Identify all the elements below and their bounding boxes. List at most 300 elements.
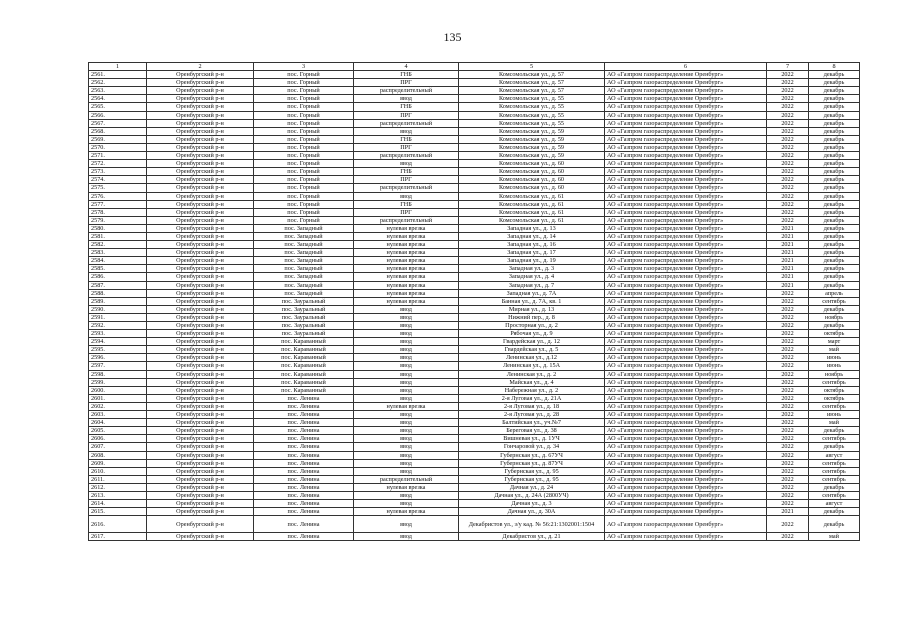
year-cell: 2022 [767, 305, 809, 313]
table-row [89, 208, 860, 216]
settlement-cell: пос. Западный [254, 289, 354, 297]
month-cell: декабрь [809, 208, 860, 216]
row-number-cell: 2592. [89, 322, 147, 330]
object-type-cell: ввод [354, 95, 459, 103]
year-cell: 2022 [767, 394, 809, 402]
table-row [89, 322, 860, 330]
object-type-cell: нулевая врезка [354, 402, 459, 410]
row-number-cell: 2616. [89, 516, 147, 533]
table-row [89, 427, 860, 435]
district-cell: Оренбургский р-н [147, 152, 254, 160]
settlement-cell: пос. Западный [254, 224, 354, 232]
year-cell: 2022 [767, 354, 809, 362]
table-row [89, 516, 860, 533]
organization-cell: АО «Газпром газораспределение Оренбург» [605, 224, 767, 232]
row-number-cell: 2582. [89, 241, 147, 249]
settlement-cell: пос. Горный [254, 184, 354, 192]
district-cell: Оренбургский р-н [147, 378, 254, 386]
row-number-cell: 2564. [89, 95, 147, 103]
settlement-cell: пос. Горный [254, 87, 354, 95]
organization-cell: АО «Газпром газораспределение Оренбург» [605, 330, 767, 338]
row-number-cell: 2588. [89, 289, 147, 297]
district-cell: Оренбургский р-н [147, 508, 254, 516]
row-number-cell: 2584. [89, 257, 147, 265]
row-number-cell: 2600. [89, 386, 147, 394]
table-row [89, 491, 860, 499]
address-cell: Комсомольская ул., д. 59 [459, 127, 605, 135]
month-cell: май [809, 533, 860, 541]
column-header: 6 [605, 63, 767, 71]
district-cell: Оренбургский р-н [147, 192, 254, 200]
row-number-cell: 2610. [89, 467, 147, 475]
column-header: 5 [459, 63, 605, 71]
row-number-cell: 2579. [89, 216, 147, 224]
address-cell: Майская ул., д. 4 [459, 378, 605, 386]
object-type-cell: ПРГ [354, 111, 459, 119]
object-type-cell: ввод [354, 305, 459, 313]
district-cell: Оренбургский р-н [147, 475, 254, 483]
address-cell: Просторная ул., д. 2 [459, 322, 605, 330]
address-cell: Комсомольская ул., д. 55 [459, 111, 605, 119]
object-type-cell: распределительный [354, 152, 459, 160]
month-cell: сентябрь [809, 435, 860, 443]
row-number-cell: 2601. [89, 394, 147, 402]
table-row [89, 95, 860, 103]
settlement-cell: пос. Ленина [254, 411, 354, 419]
organization-cell: АО «Газпром газораспределение Оренбург» [605, 491, 767, 499]
organization-cell: АО «Газпром газораспределение Оренбург» [605, 79, 767, 87]
address-cell: Комсомольская ул., д. 59 [459, 135, 605, 143]
district-cell: Оренбургский р-н [147, 386, 254, 394]
organization-cell: АО «Газпром газораспределение Оренбург» [605, 103, 767, 111]
table-row [89, 451, 860, 459]
district-cell: Оренбургский р-н [147, 95, 254, 103]
table-row [89, 152, 860, 160]
address-cell: Набережная ул., д. 2 [459, 386, 605, 394]
month-cell: декабрь [809, 516, 860, 533]
year-cell: 2022 [767, 362, 809, 370]
district-cell: Оренбургский р-н [147, 216, 254, 224]
object-type-cell: распределительный [354, 184, 459, 192]
table-row [89, 265, 860, 273]
month-cell: август [809, 500, 860, 508]
object-type-cell: ввод [354, 160, 459, 168]
table-row [89, 338, 860, 346]
organization-cell: АО «Газпром газораспределение Оренбург» [605, 402, 767, 410]
year-cell: 2022 [767, 200, 809, 208]
row-number-cell: 2581. [89, 232, 147, 240]
settlement-cell: пос. Горный [254, 216, 354, 224]
year-cell: 2022 [767, 338, 809, 346]
district-cell: Оренбургский р-н [147, 491, 254, 499]
settlement-cell: пос. Западный [254, 241, 354, 249]
row-number-cell: 2603. [89, 411, 147, 419]
month-cell: декабрь [809, 71, 860, 79]
settlement-cell: пос. Горный [254, 103, 354, 111]
row-number-cell: 2591. [89, 313, 147, 321]
organization-cell: АО «Газпром газораспределение Оренбург» [605, 232, 767, 240]
object-type-cell: ввод [354, 338, 459, 346]
year-cell: 2021 [767, 273, 809, 281]
month-cell: декабрь [809, 281, 860, 289]
organization-cell: АО «Газпром газораспределение Оренбург» [605, 289, 767, 297]
organization-cell: АО «Газпром газораспределение Оренбург» [605, 71, 767, 79]
organization-cell: АО «Газпром газораспределение Оренбург» [605, 119, 767, 127]
district-cell: Оренбургский р-н [147, 257, 254, 265]
district-cell: Оренбургский р-н [147, 176, 254, 184]
column-header: 3 [254, 63, 354, 71]
month-cell: декабрь [809, 232, 860, 240]
district-cell: Оренбургский р-н [147, 338, 254, 346]
address-cell: Западная ул., д. 4 [459, 273, 605, 281]
settlement-cell: пос. Горный [254, 168, 354, 176]
row-number-cell: 2587. [89, 281, 147, 289]
table-row [89, 508, 860, 516]
object-type-cell: ввод [354, 313, 459, 321]
district-cell: Оренбургский р-н [147, 135, 254, 143]
address-cell: Комсомольская ул., д. 61 [459, 192, 605, 200]
table-row [89, 313, 860, 321]
address-cell: Банная ул., д. 7А, кв. 1 [459, 297, 605, 305]
organization-cell: АО «Газпром газораспределение Оренбург» [605, 95, 767, 103]
organization-cell: АО «Газпром газораспределение Оренбург» [605, 443, 767, 451]
row-number-cell: 2607. [89, 443, 147, 451]
settlement-cell: пос. Ленина [254, 451, 354, 459]
table-row [89, 402, 860, 410]
address-cell: Комсомольская ул., д. 59 [459, 143, 605, 151]
address-cell: Комсомольская ул., д. 60 [459, 160, 605, 168]
address-cell: Ленинская ул., д.12 [459, 354, 605, 362]
year-cell: 2022 [767, 192, 809, 200]
month-cell: сентябрь [809, 491, 860, 499]
month-cell: декабрь [809, 241, 860, 249]
year-cell: 2022 [767, 168, 809, 176]
month-cell: сентябрь [809, 467, 860, 475]
address-cell: Западная ул., д. 16 [459, 241, 605, 249]
district-cell: Оренбургский р-н [147, 313, 254, 321]
month-cell: март [809, 338, 860, 346]
organization-cell: АО «Газпром газораспределение Оренбург» [605, 265, 767, 273]
address-cell: Гвардейская ул., д. 12 [459, 338, 605, 346]
address-cell: Дачная ул., д. 3 [459, 500, 605, 508]
year-cell: 2022 [767, 516, 809, 533]
row-number-cell: 2598. [89, 370, 147, 378]
district-cell: Оренбургский р-н [147, 168, 254, 176]
year-cell: 2021 [767, 281, 809, 289]
row-number-cell: 2569. [89, 135, 147, 143]
row-number-cell: 2577. [89, 200, 147, 208]
table-row [89, 111, 860, 119]
table-row [89, 330, 860, 338]
table-row [89, 71, 860, 79]
table-row [89, 475, 860, 483]
object-type-cell: ГНБ [354, 200, 459, 208]
address-cell: Западная ул., д. 7А [459, 289, 605, 297]
row-number-cell: 2595. [89, 346, 147, 354]
address-cell: Комсомольская ул., д. 57 [459, 87, 605, 95]
table-row [89, 394, 860, 402]
address-cell: Комсомольская ул., д. 57 [459, 71, 605, 79]
object-type-cell: ввод [354, 516, 459, 533]
object-type-cell: распределительный [354, 119, 459, 127]
month-cell: декабрь [809, 265, 860, 273]
header-row [89, 63, 860, 71]
address-cell: Западная ул., д. 19 [459, 257, 605, 265]
year-cell: 2022 [767, 152, 809, 160]
district-cell: Оренбургский р-н [147, 394, 254, 402]
row-number-cell: 2594. [89, 338, 147, 346]
district-cell: Оренбургский р-н [147, 87, 254, 95]
settlement-cell: пос. Зауральный [254, 330, 354, 338]
year-cell: 2022 [767, 443, 809, 451]
address-cell: Комсомольская ул., д. 57 [459, 79, 605, 87]
district-cell: Оренбургский р-н [147, 143, 254, 151]
object-type-cell: ГНБ [354, 71, 459, 79]
table-row [89, 232, 860, 240]
object-type-cell: нулевая врезка [354, 483, 459, 491]
object-type-cell: ввод [354, 370, 459, 378]
settlement-cell: пос. Ленина [254, 459, 354, 467]
district-cell: Оренбургский р-н [147, 111, 254, 119]
table-row [89, 273, 860, 281]
object-type-cell: ввод [354, 378, 459, 386]
object-type-cell: ввод [354, 419, 459, 427]
district-cell: Оренбургский р-н [147, 467, 254, 475]
object-type-cell: нулевая врезка [354, 249, 459, 257]
year-cell: 2021 [767, 508, 809, 516]
month-cell: декабрь [809, 216, 860, 224]
month-cell: декабрь [809, 95, 860, 103]
settlement-cell: пос. Караванный [254, 370, 354, 378]
row-number-cell: 2599. [89, 378, 147, 386]
table-row [89, 443, 860, 451]
district-cell: Оренбургский р-н [147, 483, 254, 491]
object-type-cell: ввод [354, 346, 459, 354]
address-cell: Вишневая ул., д. 1УЧ [459, 435, 605, 443]
row-number-cell: 2568. [89, 127, 147, 135]
organization-cell: АО «Газпром газораспределение Оренбург» [605, 313, 767, 321]
month-cell: декабрь [809, 257, 860, 265]
table-row [89, 143, 860, 151]
year-cell: 2022 [767, 103, 809, 111]
month-cell: декабрь [809, 322, 860, 330]
organization-cell: АО «Газпром газораспределение Оренбург» [605, 362, 767, 370]
organization-cell: АО «Газпром газораспределение Оренбург» [605, 516, 767, 533]
table-row [89, 533, 860, 541]
year-cell: 2022 [767, 386, 809, 394]
table-row [89, 483, 860, 491]
month-cell: сентябрь [809, 475, 860, 483]
settlement-cell: пос. Караванный [254, 378, 354, 386]
row-number-cell: 2614. [89, 500, 147, 508]
district-cell: Оренбургский р-н [147, 249, 254, 257]
year-cell: 2021 [767, 224, 809, 232]
month-cell: сентябрь [809, 297, 860, 305]
settlement-cell: пос. Ленина [254, 500, 354, 508]
object-type-cell: нулевая врезка [354, 224, 459, 232]
settlement-cell: пос. Ленина [254, 435, 354, 443]
object-type-cell: ГНБ [354, 135, 459, 143]
month-cell: октябрь [809, 330, 860, 338]
organization-cell: АО «Газпром газораспределение Оренбург» [605, 176, 767, 184]
settlement-cell: пос. Караванный [254, 338, 354, 346]
year-cell: 2022 [767, 427, 809, 435]
table-row [89, 168, 860, 176]
organization-cell: АО «Газпром газораспределение Оренбург» [605, 483, 767, 491]
address-cell: Губернская ул., д. 87УЧ [459, 459, 605, 467]
settlement-cell: пос. Караванный [254, 354, 354, 362]
address-cell: Мирная ул., д. 13 [459, 305, 605, 313]
object-type-cell: нулевая врезка [354, 508, 459, 516]
organization-cell: АО «Газпром газораспределение Оренбург» [605, 273, 767, 281]
organization-cell: АО «Газпром газораспределение Оренбург» [605, 281, 767, 289]
district-cell: Оренбургский р-н [147, 119, 254, 127]
gas-connection-registry-table [88, 62, 860, 541]
year-cell: 2022 [767, 127, 809, 135]
row-number-cell: 2561. [89, 71, 147, 79]
address-cell: Дачная ул., д. 24А (2800УЧ) [459, 491, 605, 499]
organization-cell: АО «Газпром газораспределение Оренбург» [605, 87, 767, 95]
address-cell: Западная ул., д. 7 [459, 281, 605, 289]
settlement-cell: пос. Горный [254, 208, 354, 216]
table-row [89, 103, 860, 111]
district-cell: Оренбургский р-н [147, 500, 254, 508]
year-cell: 2022 [767, 216, 809, 224]
settlement-cell: пос. Ленина [254, 533, 354, 541]
address-cell: Комсомольская ул., д. 61 [459, 216, 605, 224]
organization-cell: АО «Газпром газораспределение Оренбург» [605, 322, 767, 330]
month-cell: декабрь [809, 224, 860, 232]
address-cell: Береговая ул., д. 38 [459, 427, 605, 435]
object-type-cell: ввод [354, 362, 459, 370]
row-number-cell: 2574. [89, 176, 147, 184]
table-row [89, 127, 860, 135]
column-header: 8 [809, 63, 860, 71]
row-number-cell: 2589. [89, 297, 147, 305]
organization-cell: АО «Газпром газораспределение Оренбург» [605, 305, 767, 313]
settlement-cell: пос. Зауральный [254, 313, 354, 321]
table-row [89, 249, 860, 257]
settlement-cell: пос. Ленина [254, 508, 354, 516]
table-row [89, 79, 860, 87]
year-cell: 2022 [767, 143, 809, 151]
organization-cell: АО «Газпром газораспределение Оренбург» [605, 508, 767, 516]
address-cell: Декабристов ул., д. 21 [459, 533, 605, 541]
organization-cell: АО «Газпром газораспределение Оренбург» [605, 346, 767, 354]
month-cell: декабрь [809, 192, 860, 200]
address-cell: Губернская ул., д. 95 [459, 475, 605, 483]
object-type-cell: ввод [354, 330, 459, 338]
year-cell: 2022 [767, 475, 809, 483]
district-cell: Оренбургский р-н [147, 346, 254, 354]
table-row [89, 362, 860, 370]
month-cell: декабрь [809, 273, 860, 281]
organization-cell: АО «Газпром газораспределение Оренбург» [605, 378, 767, 386]
row-number-cell: 2562. [89, 79, 147, 87]
object-type-cell: ввод [354, 467, 459, 475]
month-cell: декабрь [809, 483, 860, 491]
row-number-cell: 2571. [89, 152, 147, 160]
district-cell: Оренбургский р-н [147, 322, 254, 330]
organization-cell: АО «Газпром газораспределение Оренбург» [605, 467, 767, 475]
object-type-cell: ПРГ [354, 208, 459, 216]
settlement-cell: пос. Ленина [254, 516, 354, 533]
object-type-cell: ввод [354, 192, 459, 200]
month-cell: декабрь [809, 249, 860, 257]
settlement-cell: пос. Западный [254, 232, 354, 240]
table-row [89, 411, 860, 419]
year-cell: 2022 [767, 119, 809, 127]
month-cell: декабрь [809, 103, 860, 111]
year-cell: 2022 [767, 402, 809, 410]
month-cell: апрель [809, 289, 860, 297]
settlement-cell: пос. Ленина [254, 491, 354, 499]
district-cell: Оренбургский р-н [147, 232, 254, 240]
year-cell: 2022 [767, 451, 809, 459]
month-cell: май [809, 346, 860, 354]
district-cell: Оренбургский р-н [147, 362, 254, 370]
year-cell: 2022 [767, 419, 809, 427]
settlement-cell: пос. Горный [254, 79, 354, 87]
object-type-cell: ввод [354, 386, 459, 394]
organization-cell: АО «Газпром газораспределение Оренбург» [605, 427, 767, 435]
year-cell: 2021 [767, 249, 809, 257]
month-cell: ноябрь [809, 370, 860, 378]
object-type-cell: ввод [354, 427, 459, 435]
year-cell: 2022 [767, 322, 809, 330]
row-number-cell: 2617. [89, 533, 147, 541]
year-cell: 2022 [767, 160, 809, 168]
object-type-cell: ввод [354, 491, 459, 499]
address-cell: Губернская ул., д. 67УЧ [459, 451, 605, 459]
district-cell: Оренбургский р-н [147, 71, 254, 79]
settlement-cell: пос. Караванный [254, 386, 354, 394]
row-number-cell: 2565. [89, 103, 147, 111]
year-cell: 2022 [767, 289, 809, 297]
address-cell: Комсомольская ул., д. 55 [459, 119, 605, 127]
address-cell: Дачная ул., д. 30А [459, 508, 605, 516]
address-cell: Комсомольская ул., д. 61 [459, 208, 605, 216]
year-cell: 2022 [767, 500, 809, 508]
organization-cell: АО «Газпром газораспределение Оренбург» [605, 160, 767, 168]
row-number-cell: 2613. [89, 491, 147, 499]
address-cell: Ленинская ул., д. 15А [459, 362, 605, 370]
settlement-cell: пос. Горный [254, 176, 354, 184]
organization-cell: АО «Газпром газораспределение Оренбург» [605, 152, 767, 160]
month-cell: октябрь [809, 386, 860, 394]
object-type-cell: нулевая врезка [354, 273, 459, 281]
organization-cell: АО «Газпром газораспределение Оренбург» [605, 257, 767, 265]
organization-cell: АО «Газпром газораспределение Оренбург» [605, 451, 767, 459]
object-type-cell: ГНБ [354, 168, 459, 176]
object-type-cell: нулевая врезка [354, 265, 459, 273]
table-row [89, 241, 860, 249]
object-type-cell: ввод [354, 394, 459, 402]
year-cell: 2022 [767, 176, 809, 184]
settlement-cell: пос. Караванный [254, 346, 354, 354]
table-row [89, 500, 860, 508]
year-cell: 2022 [767, 87, 809, 95]
column-header: 1 [89, 63, 147, 71]
row-number-cell: 2580. [89, 224, 147, 232]
address-cell: Нижний пер., д. 8 [459, 313, 605, 321]
table-row [89, 224, 860, 232]
district-cell: Оренбургский р-н [147, 184, 254, 192]
organization-cell: АО «Газпром газораспределение Оренбург» [605, 459, 767, 467]
organization-cell: АО «Газпром газораспределение Оренбург» [605, 111, 767, 119]
year-cell: 2022 [767, 467, 809, 475]
year-cell: 2021 [767, 257, 809, 265]
